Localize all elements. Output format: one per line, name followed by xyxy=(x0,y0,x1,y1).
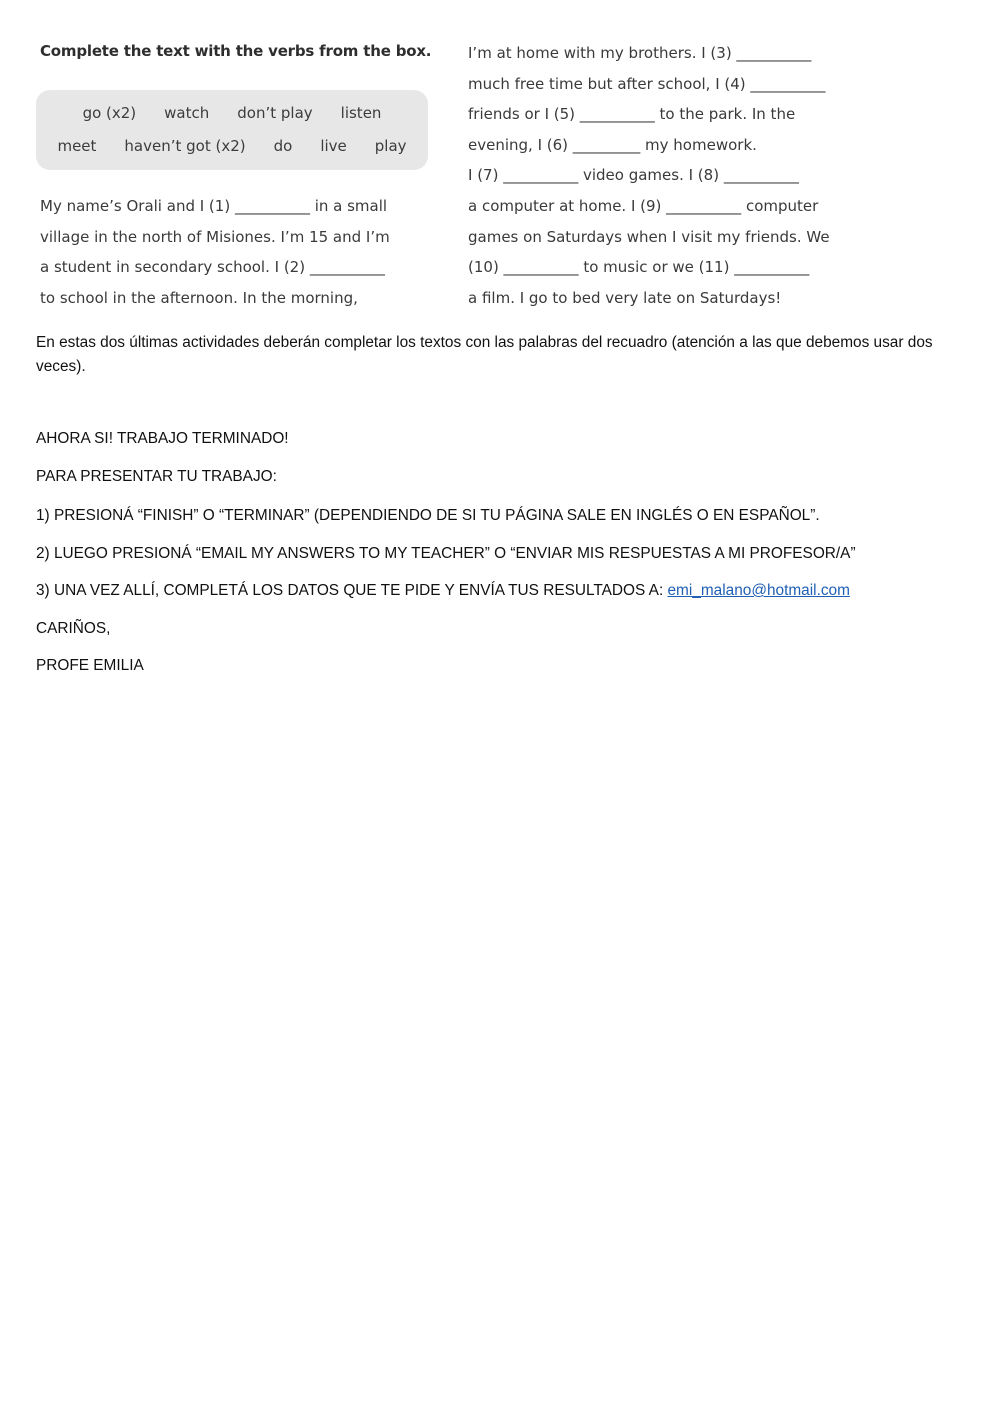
text-line: a film. I go to bed very late on Saturdays! xyxy=(468,288,782,307)
word-meet: meet xyxy=(57,137,97,155)
text-line: much free time but after school, I (4) __________ xyxy=(468,74,826,93)
text-line: to school in the afternoon. In the morning, xyxy=(40,288,358,307)
work-finished-heading: AHORA SI! TRABAJO TERMINADO! xyxy=(36,430,289,447)
text-line: I (7) __________ video games. I (8) __________ xyxy=(468,166,799,185)
verb-word-box xyxy=(36,90,428,170)
closing: CARIÑOS, xyxy=(36,620,111,637)
text-line: village in the north of Misiones. I’m 15 and I’m xyxy=(40,227,390,246)
exercise-scan xyxy=(36,38,856,318)
text-right-paragraph xyxy=(468,38,858,313)
text-line: (10) __________ to music or we (11) __________ xyxy=(468,258,810,277)
word-listen: listen xyxy=(340,104,382,122)
step-1: 1) PRESIONÁ “FINISH” O “TERMINAR” (DEPENDIENDO DE SI TU PÁGINA SALE EN INGLÉS O EN ESPAÑOL”. xyxy=(36,507,820,524)
word-watch: watch xyxy=(164,104,210,122)
text-line: a computer at home. I (9) __________ computer xyxy=(468,196,819,215)
signature: PROFE EMILIA xyxy=(36,657,144,674)
exercise-right-column xyxy=(468,38,858,313)
instructions-intro: En estas dos últimas actividades deberán completar los textos con las palabras del recuadro (atención a las que debemos usar dos veces). xyxy=(36,334,933,375)
word-do: do xyxy=(273,137,293,155)
text-line: friends or I (5) __________ to the park. In the xyxy=(468,105,796,124)
word-go: go (x2) xyxy=(82,104,137,122)
exercise-title: Complete the text with the verbs from the box. xyxy=(40,42,432,60)
text-left-paragraph xyxy=(40,191,436,313)
word-box-row-1 xyxy=(36,104,428,122)
submit-instructions-heading: PARA PRESENTAR TU TRABAJO: xyxy=(36,468,277,485)
text-line: I’m at home with my brothers. I (3) __________ xyxy=(468,44,812,62)
step-3-text: 3) UNA VEZ ALLÍ, COMPLETÁ LOS DATOS QUE TE PIDE Y ENVÍA TUS RESULTADOS A: xyxy=(36,582,668,599)
word-box-row-2 xyxy=(36,137,428,155)
text-line: a student in secondary school. I (2) __________ xyxy=(40,258,385,277)
text-line: My name’s Orali and I (1) __________ in a small xyxy=(40,197,388,215)
text-line: evening, I (6) _________ my homework. xyxy=(468,135,757,154)
step-3 xyxy=(36,582,850,600)
step-2: 2) LUEGO PRESIONÁ “EMAIL MY ANSWERS TO MY TEACHER” O “ENVIAR MIS RESPUESTAS A MI PROFESOR/A” xyxy=(36,545,856,562)
word-live: live xyxy=(320,137,347,155)
exercise-left-column xyxy=(36,38,436,313)
teacher-email-link[interactable]: emi_malano@hotmail.com xyxy=(667,582,850,599)
word-havent-got: haven’t got (x2) xyxy=(124,137,246,155)
word-play: play xyxy=(374,137,407,155)
word-dont-play: don’t play xyxy=(237,104,313,122)
text-line: games on Saturdays when I visit my friends. We xyxy=(468,227,830,246)
